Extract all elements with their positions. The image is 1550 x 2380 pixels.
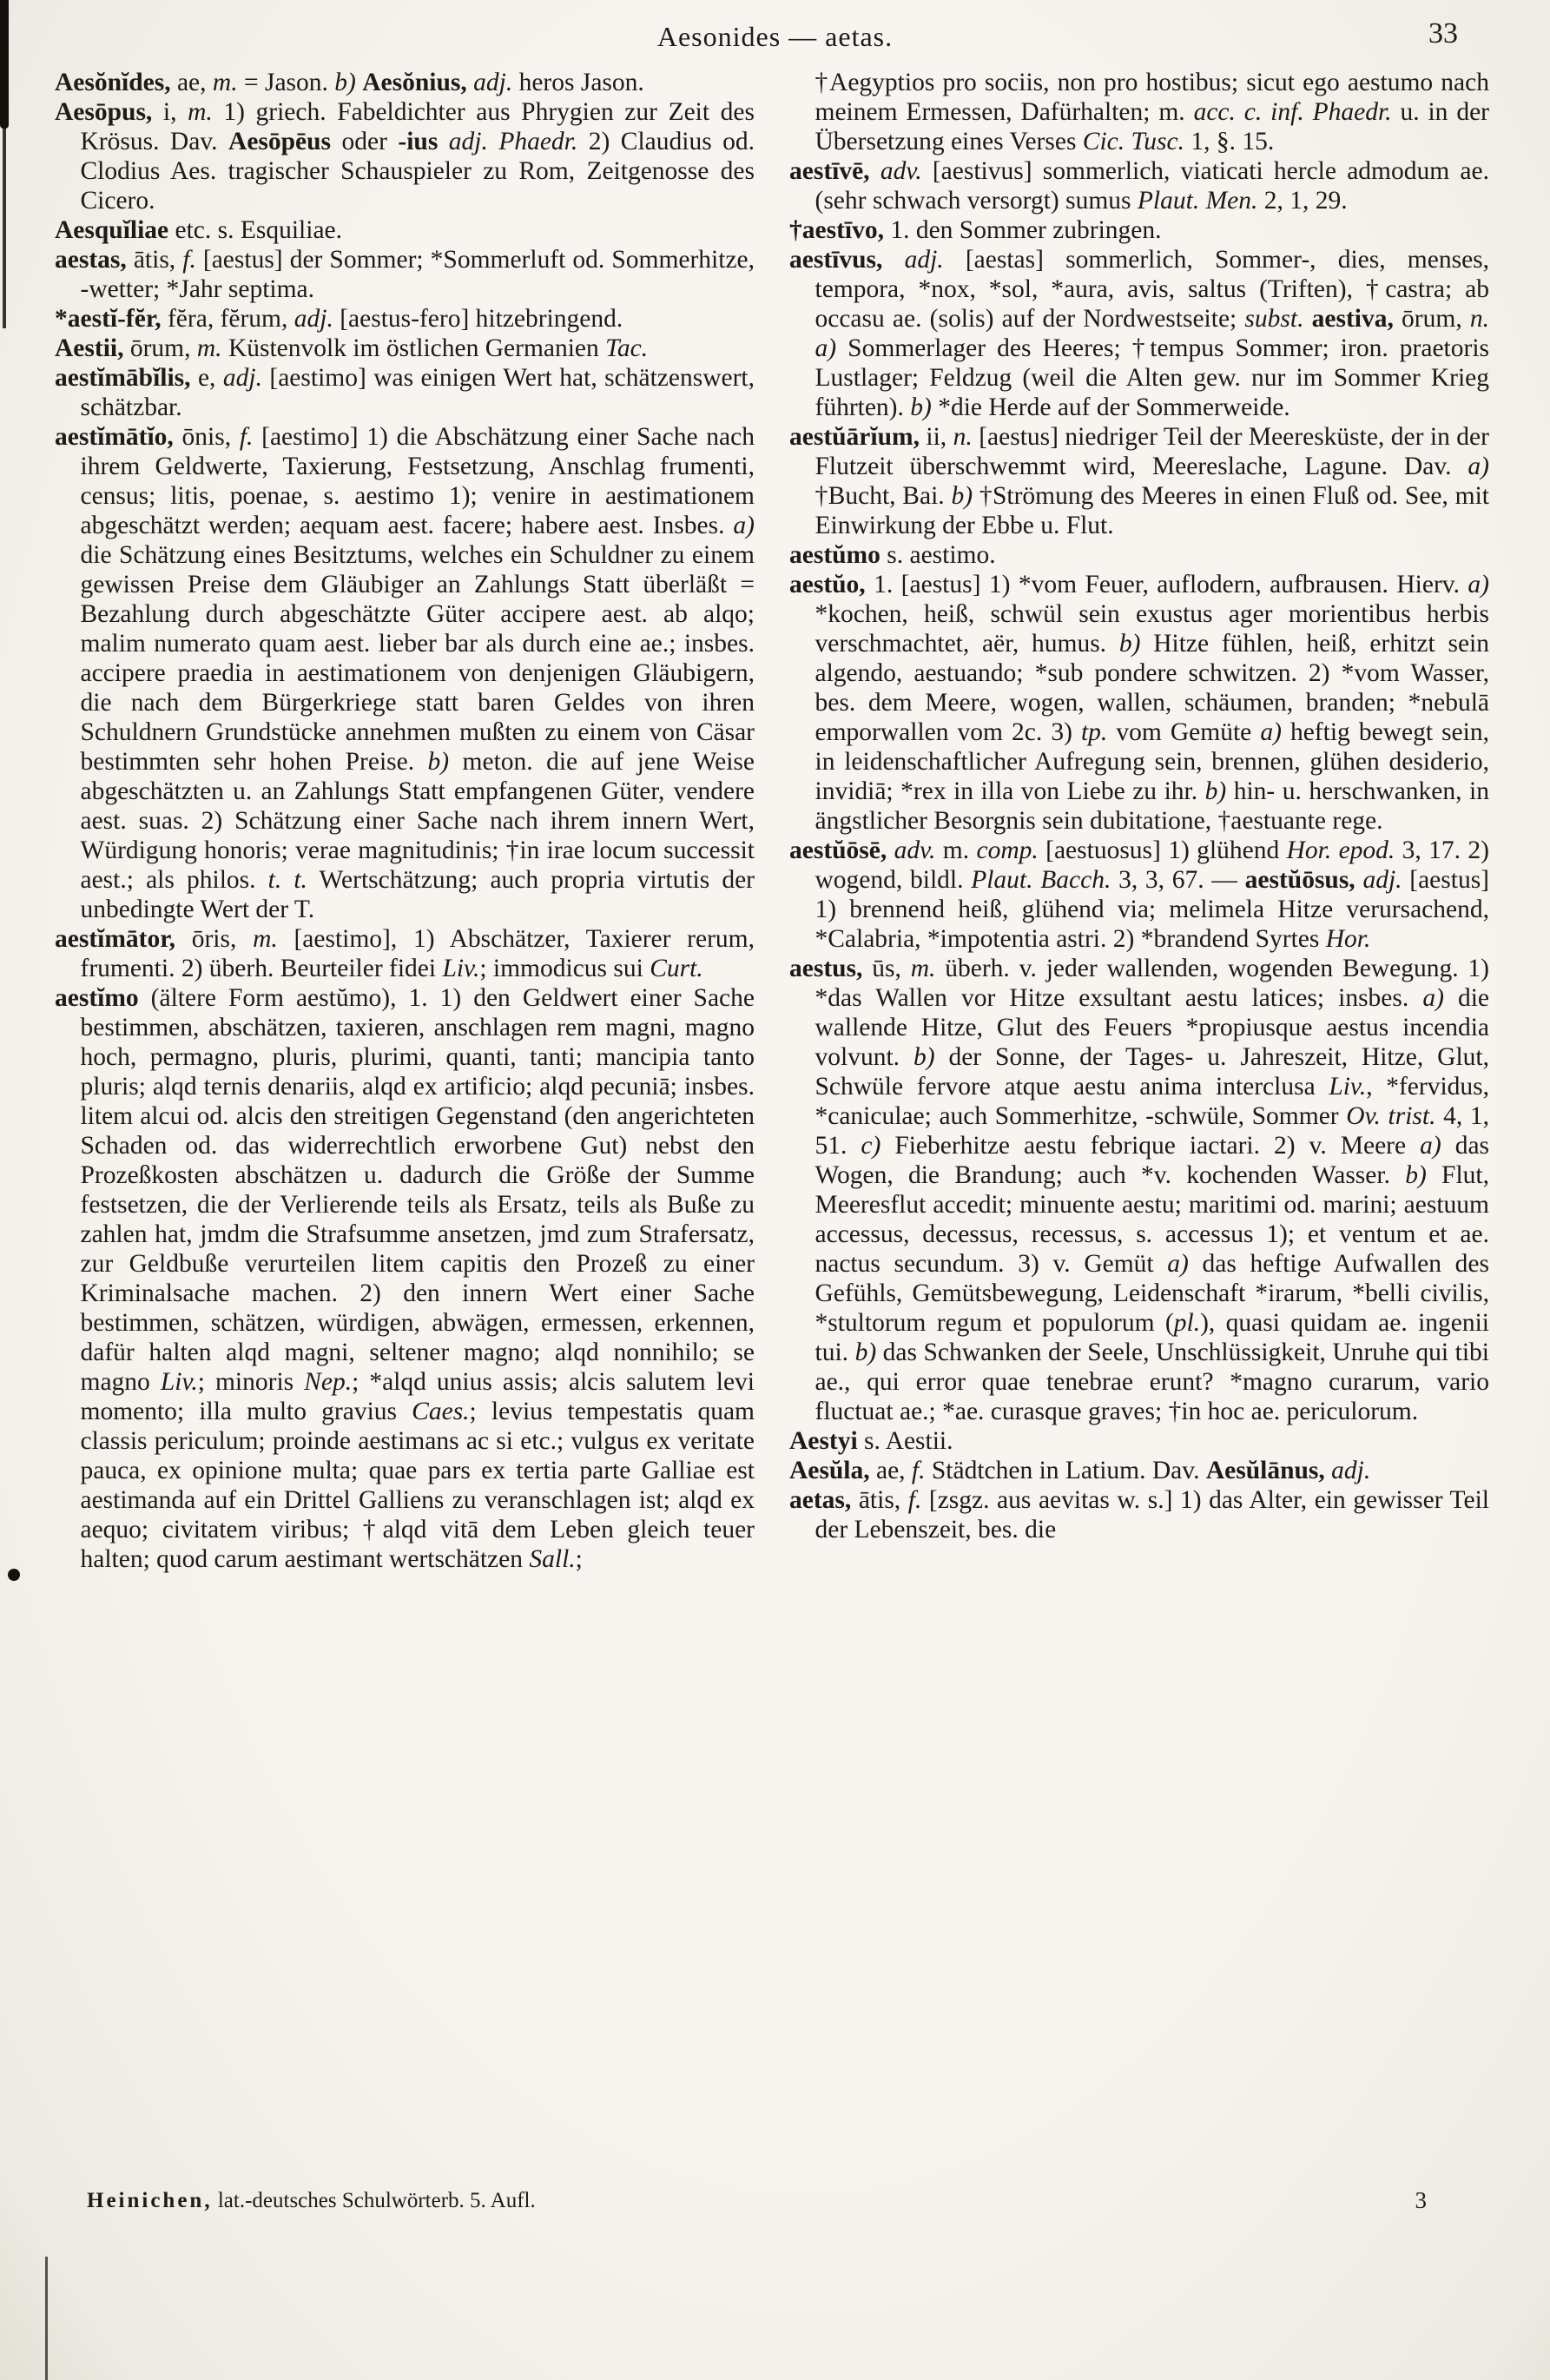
dictionary-entry: aestĭmātĭo, ōnis, f. [aestimo] 1) die Abschätzung einer Sache nach ihrem Geldwerte, Taxierung, Festsetzung, Anschlag frumenti, census; litis, poenae, s. aestimo 1); venire in aestimationem abgeschätzt werden; aequam aest. facere; habere aest. Insbes. a) die Schätzung eines Besitztums, welches ein Schuldner zu einem gewissen Preise dem Gläubiger an Zahlungs Statt überläßt = Bezahlung durch abgeschätzte Güter accipere aest. ab alqo; malim numerato quam aest. lieber bar als durch eine ae.; insbes. accipere praedia in aestimationem von denjenigen Gläubigern, die nach dem Bürgerkriege statt baren Geldes von ihren Schuldnern Grundstücke annehmen mußten zu einem von Cäsar bestimmten sehr hohen Preise. b) meton. die auf jene Weise abgeschätzten u. an Zahlungs Statt empfangenen Güter, vendere aest. suas. 2) Schätzung einer Sache nach ihrem innern Wert, Würdigung honoris; verae magnitudinis; †in irae locum successit aest.; als philos. t. t. Wertschätzung; auch propria virtutis der unbedingte Wert der T. xyxy=(55,423,755,923)
headword: Aesquĭliae xyxy=(55,216,169,244)
page-number: 33 xyxy=(1428,17,1458,50)
dictionary-entry: aestŭōsē, adv. m. comp. [aestuosus] 1) glühend Hor. epod. 3, 17. 2) wogend, bildl. Plaut. Bacch. 3, 3, 67. — aestŭōsus, adj. [aestus] 1) brennend heiß, glühend via; melimela Hitze verursachend, *Calabria, *impotentia astri. 2) *brandend Syrtes Hor. xyxy=(789,836,1489,953)
dictionary-entry: Aesquĭliae etc. s. Esquiliae. xyxy=(55,216,343,244)
headword: †aestīvo, xyxy=(789,216,884,244)
headword: Aesŭla, xyxy=(789,1457,870,1484)
headword: aestĭmābĭlis, xyxy=(55,364,191,392)
scan-artifact xyxy=(0,0,9,129)
dictionary-entry: Aestii, ōrum, m. Küstenvolk im östlichen Germanien Tac. xyxy=(55,334,649,362)
dictionary-entry: *aestĭ-fĕr, fĕra, fĕrum, adj. [aestus-fero] hitzebringend. xyxy=(55,305,623,333)
dictionary-entry: aestus, ūs, m. überh. v. jeder wallenden, wogenden Bewegung. 1) *das Wallen vor Hitze exsultant aestu latices; insbes. a) die wallende Hitze, Glut des Feuers *propiusque aestus incendia volvunt. b) der Sonne, der Tages- u. Jahreszeit, Hitze, Glut, Schwüle fervore atque aestu anima interclusa Liv., *fervidus, *caniculae; auch Sommerhitze, -schwüle, Sommer Ov. trist. 4, 1, 51. c) Fieberhitze aestu febrique iactari. 2) v. Meere a) das Wogen, die Brandung; auch *v. kochenden Wasser. b) Flut, Meeresflut accedit; minuente aestu; maritimi od. marini; aestuum accessus, decessus, recessus, s. accessus 1); et ventum et ae. nactus secundum. 3) v. Gemüt a) das heftige Aufwallen des Gefühls, Gemütsbewegung, Leidenschaft *irarum, *belli civilis, *stultorum regum et populorum (pl.), quasi quidam ae. ingenii tui. b) das Schwanken der Seele, Unschlüssigkeit, Unruhe qui tibi ae., qui error quae tenebrae erunt? *magno curarum, vario fluctuat ae.; *ae. curasque graves; †in hoc ae. periculorum. xyxy=(789,955,1490,1425)
dictionary-entry: aestīvē, adv. [aestivus] sommerlich, viaticati hercle admodum ae. (sehr schwach versorgt) sumus Plaut. Men. 2, 1, 29. xyxy=(789,157,1489,215)
headword: aestĭmātor, xyxy=(55,925,176,953)
headword: aestĭmo xyxy=(55,984,139,1012)
scan-artifact xyxy=(45,2257,48,2380)
dictionary-entry: Aesōpus, i, m. 1) griech. Fabeldichter aus Phrygien zur Zeit des Krösus. Dav. Aesōpēus oder -ius adj. Phaedr. 2) Claudius od. Clodius Aes. tragischer Schauspieler zu Rom, Zeitgenosse des Cicero. xyxy=(55,98,755,215)
scan-artifact xyxy=(8,1569,20,1581)
text-columns xyxy=(55,68,1489,1574)
headword: Aestyi xyxy=(789,1427,858,1455)
headword: aestŭārĭum, xyxy=(789,423,920,451)
running-title: Aesonides — aetas. xyxy=(656,21,894,52)
headword: aestas, xyxy=(55,246,127,274)
headword: aetas, xyxy=(789,1486,852,1514)
dictionary-entry: aestĭmātor, ōris, m. [aestimo], 1) Abschätzer, Taxierer rerum, frumenti. 2) überh. Beurteiler fidei Liv.; immodicus sui Curt. xyxy=(55,925,755,982)
right-column xyxy=(789,68,1489,1574)
headword: aestŭmo xyxy=(789,541,881,569)
headword: aestŭōsē, xyxy=(789,836,887,864)
dictionary-entry: aestŭmo s. aestimo. xyxy=(789,541,996,569)
dictionary-entry: aestīvus, adj. [aestas] sommerlich, Sommer-, dies, menses, tempora, *nox, *sol, *aura, avis, saltus (Triften), †castra; ab occasu ae. (solis) auf der Nordwestseite; subst. aestiva, ōrum, n. a) Sommerlager des Heeres; †tempus Sommer; iron. praetoris Lustlager; Feldzug (weil die Alten gew. nur im Sommer Krieg führten). b) *die Herde auf der Sommerweide. xyxy=(789,246,1490,421)
headword: aestus, xyxy=(789,955,863,982)
signature-mark: 3 xyxy=(1415,2187,1427,2213)
left-column xyxy=(55,68,755,1574)
scan-artifact xyxy=(3,129,6,328)
headword: Aestii, xyxy=(55,334,124,362)
dictionary-entry: aestŭo, 1. [aestus] 1) *vom Feuer, auflodern, aufbrausen. Hierv. a) *kochen, heiß, schwül sein exustus ager morientibus herbis verschmachtet, aër, humus. b) Hitze fühlen, heiß, erhitzt sein algendo, aestuando; *sub pondere schwitzen. 2) *vom Wasser, bes. dem Meere, wogen, wallen, schäumen, branden; *nebulā emporwallen vom 2c. 3) tp. vom Gemüte a) heftig bewegt sein, in leidenschaftlicher Aufregung sein, brennen, glühen desiderio, invidiā; *rex in illa von Liebe zu ihr. b) hin- u. herschwanken, in ängstlicher Besorgnis sein dubitatione, †aestuante rege. xyxy=(789,571,1489,835)
headword: *aestĭ-fĕr, xyxy=(55,305,162,333)
imprint-publisher: Heinichen, xyxy=(87,2189,213,2212)
dictionary-entry: aestŭārĭum, ii, n. [aestus] niedriger Teil der Meeresküste, der in der Flutzeit überschwemmt wird, Meereslache, Lagune. Dav. a) †Bucht, Bai. b) †Strömung des Meeres in einen Fluß od. See, mit Einwirkung der Ebbe u. Flut. xyxy=(789,423,1489,539)
dictionary-entry: Aesŏnĭdes, ae, m. = Jason. b) Aesŏnius, adj. heros Jason. xyxy=(55,69,644,96)
dictionary-entry: aestas, ātis, f. [aestus] der Sommer; *Sommerluft od. Sommerhitze, -wetter; *Jahr septima. xyxy=(55,246,755,303)
dictionary-entry: Aestyi s. Aestii. xyxy=(789,1427,953,1455)
headword: Aesŏnĭdes, xyxy=(55,69,171,96)
headword: Aesōpus, xyxy=(55,98,153,126)
dictionary-entry: aetas, ātis, f. [zsgz. aus aevitas w. s.] 1) das Alter, ein gewisser Teil der Lebenszeit, bes. die xyxy=(789,1486,1489,1544)
dictionary-entry: Aesŭla, ae, f. Städtchen in Latium. Dav. Aesŭlānus, adj. xyxy=(789,1457,1371,1484)
dictionary-entry: †Aegyptios pro sociis, non pro hostibus; sicut ego aestumo nach meinem Ermessen, Dafürhalten; m. acc. c. inf. Phaedr. u. in der Übersetzung eines Verses Cic. Tusc. 1, §. 15. xyxy=(815,69,1489,155)
imprint-text: lat.-deutsches Schulwörterb. 5. Aufl. xyxy=(217,2189,536,2212)
dictionary-entry: †aestīvo, 1. den Sommer zubringen. xyxy=(789,216,1162,244)
headword: aestĭmātĭo, xyxy=(55,423,174,451)
footer-imprint xyxy=(87,2189,536,2213)
headword: aestīvus, xyxy=(789,246,883,274)
headword: aestŭo, xyxy=(789,571,866,598)
dictionary-entry: aestĭmābĭlis, e, adj. [aestimo] was einigen Wert hat, schätzenswert, schätzbar. xyxy=(55,364,755,421)
headword: aestīvē, xyxy=(789,157,870,185)
dictionary-entry: aestĭmo (ältere Form aestŭmo), 1. 1) den Geldwert einer Sache bestimmen, abschätzen, taxieren, anschlagen rem magni, magno hoch, permagno, pluris, plurimi, quanti, tanti; mancipia tanto pluris; alqd ternis denariis, alqd ex artificio; alqd pecuniā; insbes. litem alcui od. alcis den streitigen Gegenstand (den angerichteten Schaden od. das widerrechtlich erworbene Gut) nebst den Prozeßkosten abschätzen u. dadurch die Größe der Summe festsetzen, die der Verlierende teils als Ersatz, teils als Buße zu zahlen hat, jmdm die Strafsumme ansetzen, jmd zum Strafersatz, zur Geldbuße verurteilen litem capitis den Prozeß zu einer Kriminalsache machen. 2) den innern Wert einer Sache bestimmen, schätzen, würdigen, abwägen, ermessen, erkennen, dafür halten alqd magni, seltener magno; alqd nonnihilo; se magno Liv.; minoris Nep.; *alqd unius assis; alcis salutem levi momento; illa multo gravius Caes.; levius tempestatis quam classis periculum; proinde aestimans ac si etc.; vulgus ex veritate pauca, ex opinione multa; quae pars ex tertia parte Galliae est aestimanda auf ein Drittel Galliens zu veranschlagen ist; alqd ex aequo; civitatem viribus; †alqd vitā dem Leben gleich teuer halten; quod carum aestimant wertschätzen Sall.; xyxy=(55,984,755,1573)
